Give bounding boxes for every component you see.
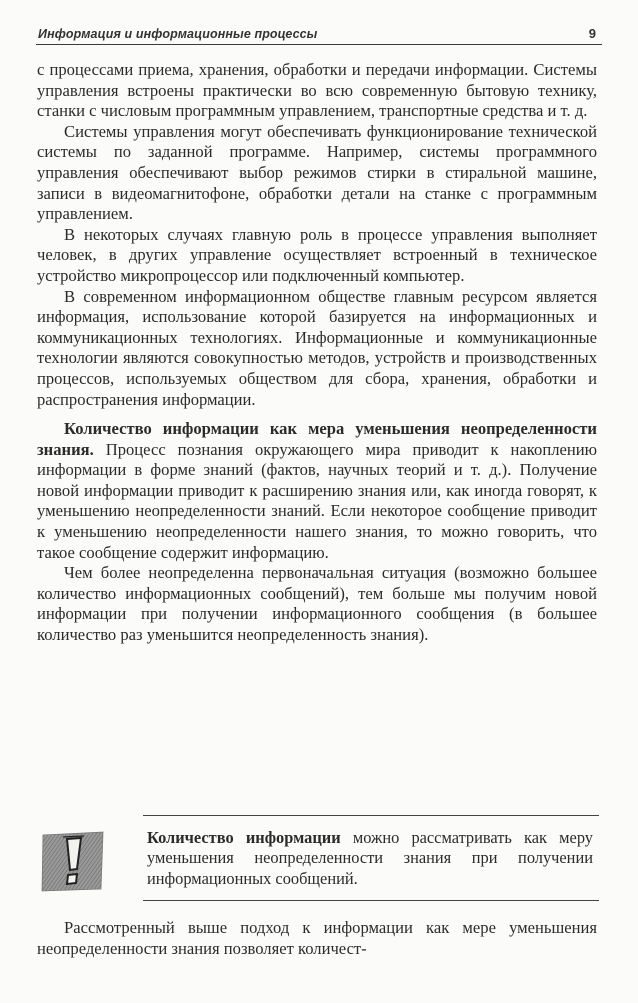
paragraph-1: с процессами приема, хранения, обработки и передачи информации. Системы управления встроены практически во всю современную бытовую технику, станки с числовым программным управлением, транспортные средства и т. д.: [37, 60, 597, 121]
paragraph-5-text: Процесс познания окружающего мира приводит к накоплению информации в форме знаний (фактов, научных теорий и т. д.). Получение новой информации приводит к расширению знания или, как иногда говорят, к уменьшению неопределенности знаний. Если некоторое сообщение приводит к уменьшению неопределенности нашего знания, то можно говорить, что такое сообщение содержит информацию.: [37, 439, 597, 562]
exclamation-icon: [37, 829, 109, 893]
paragraph-7: Рассмотренный выше подход к информации как мере уменьшения неопределенности знания позволяет количест-: [37, 918, 597, 958]
page-number: 9: [588, 26, 596, 41]
running-header-title: Информация и информационные процессы: [38, 27, 318, 41]
main-text: [37, 60, 597, 646]
paragraph-3: В некоторых случаях главную роль в процессе управления выполняет человек, в других управление осуществляет встроенный в техническое устройство микропроцессор или подключенный компьютер.: [37, 224, 597, 285]
note-term: Количество информации: [147, 828, 341, 847]
paragraph-4: В современном информационном обществе главным ресурсом является информация, использование которой базируется на информационных и коммуникационных технологиях. Информационные и коммуникационные технологии являются совокупностью методов, устройств и производственных процессов, используемых обществом для сбора, хранения, обработки и распространения информации.: [37, 286, 597, 409]
section-heading: Количество информации как мера уменьшения неопределенности знания.: [37, 419, 597, 459]
note-top-rule: [143, 815, 599, 816]
note-bottom-rule: [143, 900, 599, 901]
paragraph-5: [37, 419, 597, 563]
continuation-text: [37, 918, 597, 959]
paragraph-2: Системы управления могут обеспечивать функционирование технической системы по заданной программе. Например, системы программного управления обеспечивают выбор режимов стирки в стиральной машине, записи в видеомагнитофоне, обработки детали на станке с программным управлением.: [37, 121, 597, 224]
paragraph-6: Чем более неопределенна первоначальная ситуация (возможно большее количество информационных сообщений), тем больше мы получим новой информации при получении информационного сообщения (в большее количество раз уменьшится неопределенность знания).: [37, 563, 597, 645]
note-text: [147, 828, 593, 889]
note-definition: можно рассматривать как меру уменьшения неопределенности знания при получении информационных сообщений.: [147, 828, 593, 888]
definition-note: [37, 815, 599, 901]
running-header: [36, 22, 602, 45]
